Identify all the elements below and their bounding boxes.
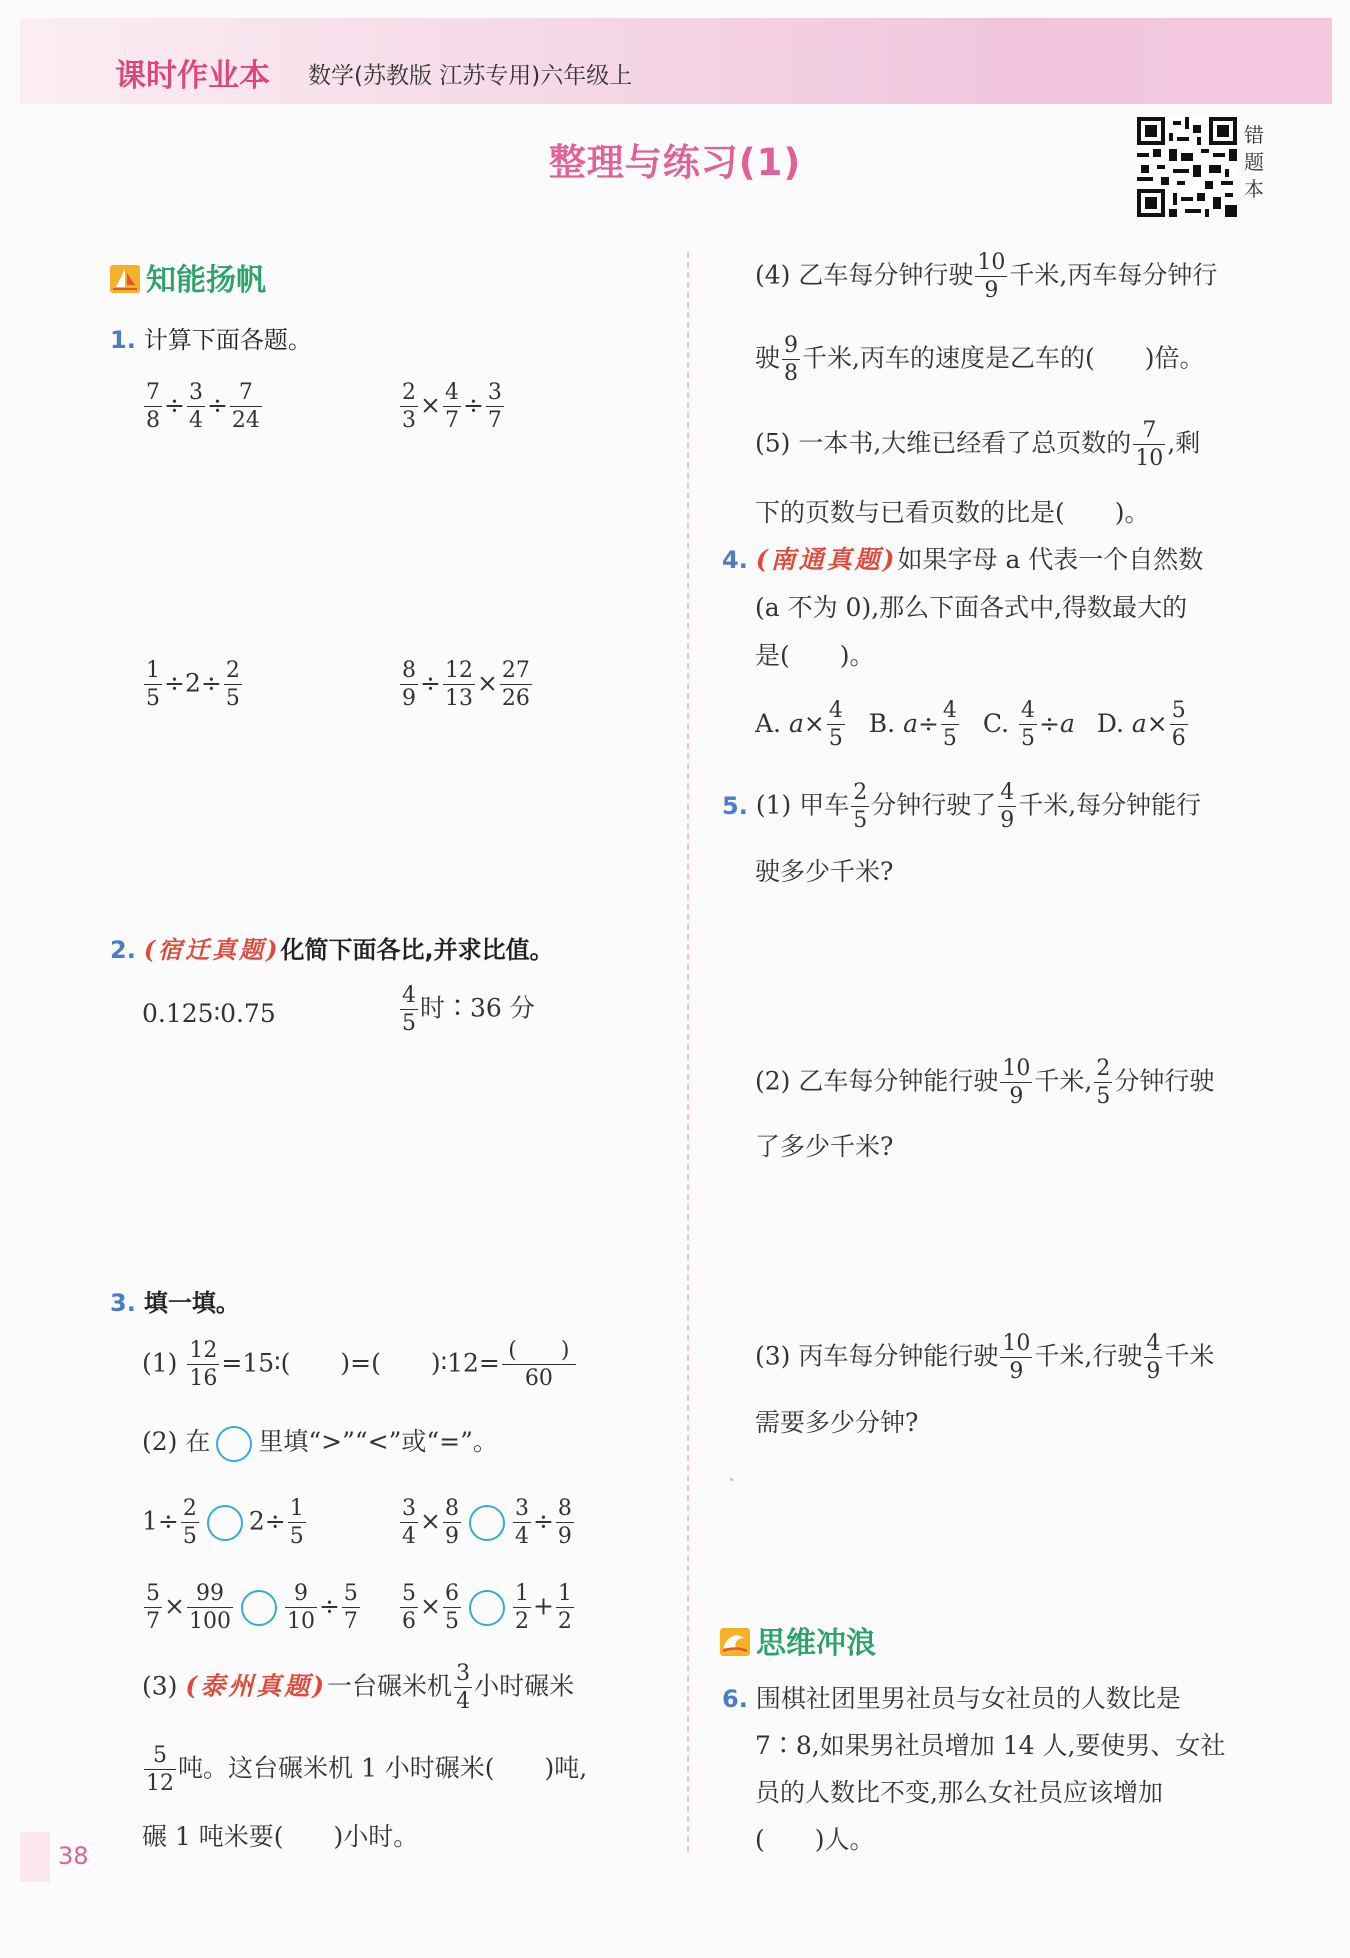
fraction bbox=[443, 1498, 461, 1548]
numerator: 7 bbox=[1142, 418, 1157, 443]
denominator: 7 bbox=[487, 408, 502, 433]
denominator: 16 bbox=[189, 1366, 218, 1391]
q1-expression-4: $\frac{8}{9}$ ÷ $\frac{12}{13}$ × $\frac{27}{26}$ bbox=[402, 658, 530, 711]
numerator: 9 bbox=[784, 333, 799, 358]
question-number: 5. bbox=[722, 791, 748, 820]
denominator: 5 bbox=[853, 808, 868, 833]
answer-circle[interactable] bbox=[469, 1590, 505, 1626]
q3-part-3-line-1: (3) (泰州真题)一台碾米机 $\frac{3}{4}$ 小时碾米 bbox=[142, 1661, 575, 1714]
fraction bbox=[1000, 1058, 1032, 1108]
denominator: 4 bbox=[402, 1524, 416, 1549]
fraction bbox=[513, 1498, 531, 1548]
section-title-right: 思维冲浪 bbox=[756, 1626, 876, 1661]
question-number: 6. bbox=[722, 1685, 748, 1713]
fraction bbox=[144, 1583, 162, 1633]
fraction bbox=[941, 700, 959, 750]
denominator: 6 bbox=[402, 1609, 416, 1634]
denominator: 9 bbox=[1146, 1359, 1161, 1384]
fraction bbox=[400, 660, 418, 710]
denominator: 7 bbox=[343, 1609, 358, 1634]
question-number: 2. bbox=[110, 936, 136, 964]
numerator: 10 bbox=[1002, 1056, 1031, 1081]
numerator: 12 bbox=[444, 658, 473, 683]
denominator: 5 bbox=[1096, 1084, 1111, 1109]
numerator: 2 bbox=[1096, 1056, 1111, 1081]
fraction bbox=[1133, 420, 1165, 470]
option-d[interactable]: D. a× $\frac{5}{6}$ bbox=[1096, 698, 1186, 751]
question-5-part-2-line-2: 了多少千米? bbox=[755, 1132, 894, 1161]
fraction bbox=[556, 1583, 574, 1633]
fraction bbox=[1144, 1333, 1162, 1383]
denominator: 8 bbox=[146, 408, 160, 433]
q1-expression-3: $\frac{1}{5}$ ÷2÷ $\frac{2}{5}$ bbox=[146, 658, 240, 711]
numerator: 8 bbox=[402, 658, 416, 683]
stray-dot bbox=[730, 1478, 733, 1481]
wave-icon bbox=[720, 1628, 750, 1656]
numerator: 5 bbox=[153, 1743, 167, 1768]
fraction bbox=[827, 700, 845, 750]
answer-circle[interactable] bbox=[207, 1505, 243, 1541]
numerator: 1 bbox=[557, 1581, 572, 1606]
question-number: 4. bbox=[722, 546, 748, 574]
question-4-line-3: 是( )。 bbox=[755, 641, 875, 670]
numerator: 1 bbox=[289, 1496, 304, 1521]
answer-circle[interactable] bbox=[241, 1590, 277, 1626]
numerator: 3 bbox=[487, 380, 502, 405]
numerator: 5 bbox=[402, 1581, 416, 1606]
numerator: 4 bbox=[1146, 1331, 1161, 1356]
q3-part-2-instruction: (2) 在 里填“>”“<”或“=”。 bbox=[142, 1423, 498, 1462]
source-tag: (南通真题) bbox=[755, 545, 898, 574]
denominator: 9 bbox=[1000, 1082, 1032, 1108]
fraction bbox=[975, 252, 1007, 302]
fraction bbox=[500, 660, 532, 710]
q3-part-1: (1) $\frac{12}{16}$ =15∶( )=( )∶12= $\frac{( )}{60}$ bbox=[142, 1340, 578, 1390]
question-5-part-2-line-1: (2) 乙车每分钟能行驶 $\frac{10}{9}$ 千米, $\frac{2}{5}$ 分钟行驶 bbox=[755, 1056, 1215, 1109]
denominator: 24 bbox=[231, 408, 260, 433]
fraction bbox=[181, 1498, 199, 1548]
q3-part-5-line-1: (5) 一本书,大维已经看了总页数的 $\frac{7}{10}$ ,剩 bbox=[755, 418, 1201, 471]
denominator: 9 bbox=[402, 686, 416, 711]
fraction bbox=[400, 985, 418, 1035]
denominator: 9 bbox=[444, 1524, 459, 1549]
question-4-options bbox=[755, 700, 1190, 750]
q1-expression-2: $\frac{2}{3}$ × $\frac{4}{7}$ ÷ $\frac{3}{7}$ bbox=[402, 380, 502, 433]
numerator: 2 bbox=[225, 658, 240, 683]
denominator: 9 bbox=[975, 276, 1007, 302]
question-6-line-2: 7∶8,如果男社员增加 14 人,要使男、女社 bbox=[755, 1731, 1226, 1760]
sail-icon bbox=[110, 265, 140, 293]
compare-circle-icon bbox=[216, 1426, 252, 1462]
numerator: 8 bbox=[444, 1496, 459, 1521]
denominator: 10 bbox=[1135, 446, 1164, 471]
fraction bbox=[1000, 1333, 1032, 1383]
numerator: 4 bbox=[402, 983, 416, 1008]
numerator: 9 bbox=[293, 1581, 308, 1606]
numerator: 4 bbox=[828, 698, 843, 723]
section-title-left: 知能扬帆 bbox=[146, 263, 266, 298]
numerator: 2 bbox=[853, 780, 868, 805]
question-5-part-1-line-1: 5. (1) 甲车 $\frac{2}{5}$ 分钟行驶了 $\frac{4}{9}$ 千米,每分钟能行 bbox=[722, 780, 1202, 833]
denominator: 7 bbox=[444, 408, 459, 433]
denominator: 9 bbox=[1000, 1357, 1032, 1383]
question-text: 化简下面各比,并求比值。 bbox=[280, 936, 554, 964]
q3-part-4-line-1: (4) 乙车每分钟行驶 $\frac{10}{9}$ 千米,丙车每分钟行 bbox=[755, 250, 1218, 303]
fraction bbox=[513, 1583, 531, 1633]
numerator: 5 bbox=[1171, 698, 1186, 723]
denominator: 5 bbox=[444, 1609, 459, 1634]
column-divider bbox=[687, 252, 689, 1852]
numerator: 5 bbox=[343, 1581, 358, 1606]
question-4-line-2: (a 不为 0),那么下面各式中,得数最大的 bbox=[755, 593, 1188, 622]
numerator: 12 bbox=[189, 1338, 218, 1363]
answer-circle[interactable] bbox=[469, 1505, 505, 1541]
denominator: 5 bbox=[1021, 726, 1036, 751]
section-heading-left bbox=[110, 255, 266, 299]
option-b[interactable]: B. a÷ $\frac{4}{5}$ bbox=[868, 698, 957, 751]
question-number: 1. bbox=[110, 326, 136, 354]
numerator: 8 bbox=[557, 1496, 572, 1521]
numerator: 3 bbox=[402, 1496, 416, 1521]
question-4-line-1: 4. (南通真题)如果字母 a 代表一个自然数 bbox=[722, 545, 1204, 574]
section-heading-right bbox=[720, 1618, 876, 1662]
denominator: 3 bbox=[402, 408, 416, 433]
question-5-part-3-line-2: 需要多少分钟? bbox=[755, 1408, 919, 1437]
fraction bbox=[288, 1498, 306, 1548]
question-5-part-3-line-1: (3) 丙车每分钟能行驶 $\frac{10}{9}$ 千米,行驶 $\frac{4}{9}$ 千米 bbox=[755, 1331, 1215, 1384]
fraction bbox=[782, 335, 800, 385]
fraction bbox=[1019, 700, 1037, 750]
question-5-part-1-line-2: 驶多少千米? bbox=[755, 857, 894, 886]
fraction bbox=[443, 1583, 461, 1633]
fraction bbox=[443, 382, 461, 432]
numerator: 3 bbox=[514, 1496, 529, 1521]
denominator: 9 bbox=[1000, 808, 1015, 833]
denominator: 2 bbox=[557, 1609, 572, 1634]
question-text: 计算下面各题。 bbox=[143, 326, 312, 354]
numerator: 1 bbox=[514, 1581, 529, 1606]
q3-part-4-line-2: 驶 $\frac{9}{8}$ 千米,丙车的速度是乙车的( )倍。 bbox=[755, 333, 1205, 386]
fraction bbox=[556, 1498, 574, 1548]
q3-compare-1: 1÷ $\frac{2}{5}$ 2÷ $\frac{1}{5}$ bbox=[142, 1496, 304, 1549]
fraction bbox=[1170, 700, 1188, 750]
denominator: 6 bbox=[1171, 726, 1186, 751]
denominator: 4 bbox=[456, 1689, 471, 1714]
denominator: 10 bbox=[286, 1609, 315, 1634]
fraction bbox=[224, 660, 242, 710]
numerator: 4 bbox=[942, 698, 957, 723]
denominator: 5 bbox=[289, 1524, 304, 1549]
fraction bbox=[144, 1745, 176, 1795]
fraction bbox=[144, 660, 162, 710]
fraction bbox=[342, 1583, 360, 1633]
fraction bbox=[230, 382, 262, 432]
question-6-line-1: 6. 围棋社团里男社员与女社员的人数比是 bbox=[722, 1684, 1181, 1713]
fraction bbox=[998, 782, 1016, 832]
numerator: 10 bbox=[977, 250, 1006, 275]
numerator: 2 bbox=[182, 1496, 197, 1521]
numerator: 4 bbox=[1021, 698, 1036, 723]
option-c[interactable]: C. $\frac{4}{5}$ ÷a bbox=[982, 698, 1075, 751]
fraction bbox=[187, 1340, 219, 1390]
numerator: 10 bbox=[1002, 1331, 1031, 1356]
option-a[interactable]: A. a× $\frac{4}{5}$ bbox=[755, 698, 843, 751]
numerator: 7 bbox=[238, 380, 253, 405]
answer-blank-fraction[interactable] bbox=[502, 1340, 576, 1390]
fraction bbox=[400, 1583, 418, 1633]
denominator: 13 bbox=[444, 686, 473, 711]
denominator: 5 bbox=[828, 726, 843, 751]
numerator: 6 bbox=[444, 1581, 459, 1606]
brand-title: 课时作业本 bbox=[115, 58, 270, 94]
fraction bbox=[454, 1663, 472, 1713]
qr-code-icon[interactable] bbox=[1137, 117, 1237, 217]
denominator: 7 bbox=[146, 1609, 160, 1634]
question-6-line-4: ( )人。 bbox=[755, 1825, 875, 1854]
denominator: 8 bbox=[784, 361, 799, 386]
numerator: 4 bbox=[1000, 780, 1015, 805]
q1-expression-1: $\frac{7}{8}$ ÷ $\frac{3}{4}$ ÷ $\frac{7}{24}$ bbox=[146, 380, 260, 433]
q2-ratio-2: $\frac{4}{5}$ 时∶36 分 bbox=[402, 983, 535, 1036]
question-3-title bbox=[110, 1283, 240, 1318]
q3-compare-3: $\frac{5}{7}$ × $\frac{99}{100}$ $\frac{9}{10}$ ÷ $\frac{5}{7}$ bbox=[146, 1581, 358, 1634]
fraction bbox=[1094, 1058, 1112, 1108]
page-title: 整理与练习(1) bbox=[548, 141, 802, 184]
numerator: 7 bbox=[146, 380, 160, 405]
denominator: 26 bbox=[501, 686, 530, 711]
source-tag: (宿迁真题) bbox=[143, 935, 281, 964]
q2-ratio-1: 0.125∶0.75 bbox=[142, 999, 276, 1028]
denominator: 4 bbox=[514, 1524, 529, 1549]
q3-compare-4: $\frac{5}{6}$ × $\frac{6}{5}$ $\frac{1}{2}$ + $\frac{1}{2}$ bbox=[402, 1581, 572, 1634]
denominator: 100 bbox=[188, 1609, 231, 1634]
q3-part-3-line-3: 碾 1 吨米要( )小时。 bbox=[142, 1822, 419, 1851]
denominator: 5 bbox=[146, 686, 160, 711]
question-text: 填一填。 bbox=[143, 1289, 240, 1317]
question-1-title bbox=[110, 320, 312, 355]
question-2-title bbox=[110, 930, 554, 965]
fraction bbox=[851, 782, 869, 832]
fraction bbox=[400, 1498, 418, 1548]
footer-tab bbox=[20, 1832, 50, 1882]
q3-part-3-line-2: $\frac{5}{12}$ 吨。这台碾米机 1 小时碾米( )吨, bbox=[146, 1743, 588, 1796]
q3-part-5-line-2: 下的页数与已看页数的比是( )。 bbox=[755, 498, 1150, 527]
fraction bbox=[187, 382, 205, 432]
numerator: 3 bbox=[456, 1661, 471, 1686]
fraction bbox=[486, 382, 504, 432]
question-6-line-3: 员的人数比不变,那么女社员应该增加 bbox=[755, 1778, 1163, 1807]
denominator: 5 bbox=[225, 686, 240, 711]
book-info: 数学(苏教版 江苏专用)六年级上 bbox=[308, 63, 633, 89]
source-tag: (泰州真题) bbox=[185, 1671, 328, 1701]
denominator: 12 bbox=[146, 1771, 174, 1796]
denominator: 5 bbox=[182, 1524, 197, 1549]
numerator: 99 bbox=[195, 1581, 224, 1606]
question-number: 3. bbox=[110, 1289, 136, 1317]
numerator: 27 bbox=[501, 658, 530, 683]
denominator: 9 bbox=[557, 1524, 572, 1549]
denominator: 2 bbox=[514, 1609, 529, 1634]
numerator: 3 bbox=[188, 380, 203, 405]
numerator: 1 bbox=[146, 658, 160, 683]
page-number: 38 bbox=[58, 1842, 89, 1870]
q3-compare-2: $\frac{3}{4}$ × $\frac{8}{9}$ $\frac{3}{4}$ ÷ $\frac{8}{9}$ bbox=[402, 1496, 572, 1549]
denominator: 5 bbox=[402, 1011, 416, 1036]
numerator: 5 bbox=[146, 1581, 160, 1606]
denominator: 5 bbox=[942, 726, 957, 751]
denominator: 4 bbox=[188, 408, 203, 433]
qr-label: 错题本 bbox=[1244, 123, 1264, 201]
fraction bbox=[443, 660, 475, 710]
numerator: 2 bbox=[402, 380, 416, 405]
fraction bbox=[400, 382, 418, 432]
fraction bbox=[144, 382, 162, 432]
numerator: 4 bbox=[444, 380, 459, 405]
denominator: 60 bbox=[502, 1364, 576, 1390]
fraction bbox=[285, 1583, 317, 1633]
fraction bbox=[187, 1583, 233, 1633]
numerator: ( ) bbox=[508, 1338, 570, 1363]
